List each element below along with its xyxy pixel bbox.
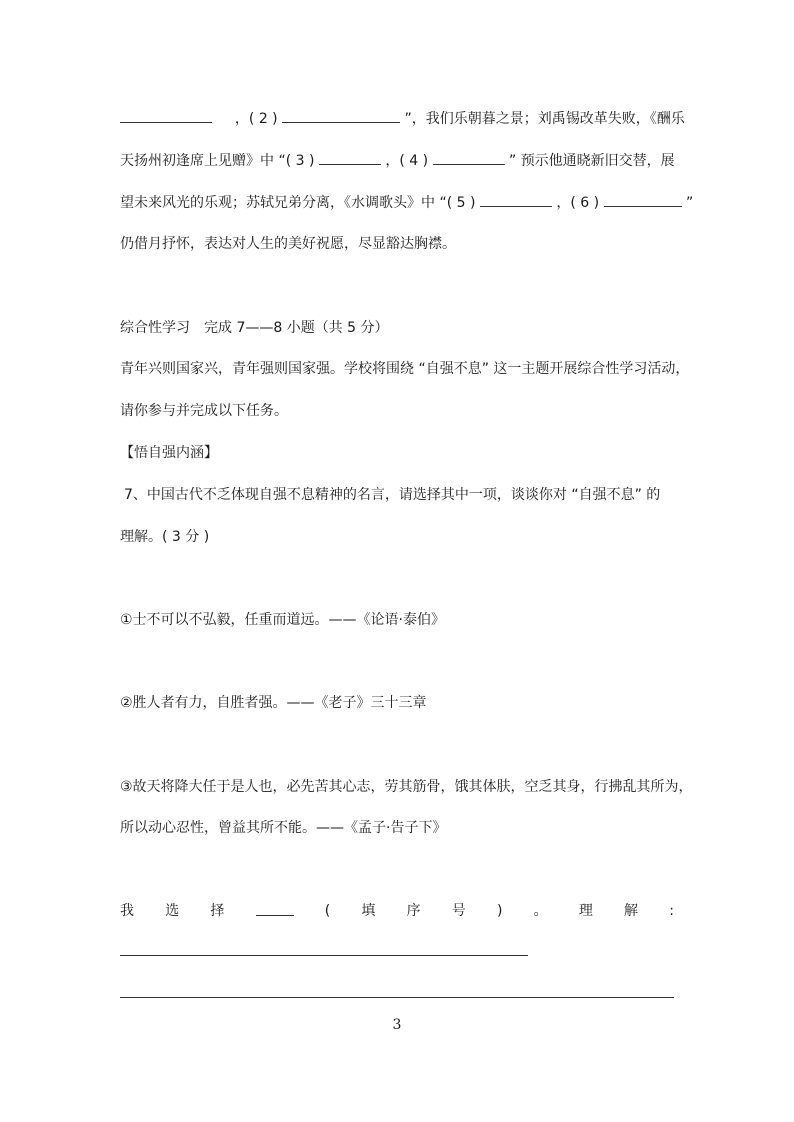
poem-fill-line-2 (120, 150, 680, 171)
blank-3-label: 天扬州初逢席上见赠》中 “( 3 ) (120, 153, 315, 169)
poem-fill-line-1 (120, 108, 685, 129)
answer-line-1[interactable] (120, 955, 528, 956)
poem-text-1: ”，我们乐朝暮之景；刘禹锡改革失败，《酬乐 (404, 111, 685, 127)
poem-text-2: ” 预示他通晓新旧交替，展 (508, 153, 675, 169)
blank-5[interactable] (480, 192, 552, 207)
quote-1: ①士不可以不弘毅，任重而道远。——《论语·泰伯》 (120, 612, 445, 628)
blank-2[interactable] (282, 108, 400, 123)
intro-line-1: 青年兴则国家兴，青年强则国家强。学校将围绕 “自强不息” 这一主题开展综合性学习活动， (120, 361, 690, 377)
blank-4[interactable] (433, 150, 505, 165)
question-7-line-1: 7、中国古代不乏体现自强不息精神的名言，请选择其中一项，谈谈你对 “自强不息” 的 (124, 487, 661, 503)
answer-line-2[interactable] (120, 997, 674, 998)
question-7-line-2: 理解。( 3 分 ) (120, 529, 210, 545)
intro-line-2: 请你参与并完成以下任务。 (120, 403, 288, 419)
task-heading: 【悟自强内涵】 (120, 445, 218, 461)
quote-2: ②胜人者有力，自胜者强。——《老子》三十三章 (120, 695, 427, 711)
poem-text-3: ” (685, 195, 694, 211)
poem-fill-line-3 (120, 192, 694, 213)
section-title: 综合性学习 完成 7——8 小题（共 5 分） (120, 320, 389, 336)
blank-1[interactable] (120, 108, 212, 123)
blank-3[interactable] (319, 150, 381, 165)
blank-5-label: 望未来风光的乐观；苏轼兄弟分离，《水调歌头》中 “( 5 ) (120, 195, 476, 211)
poem-fill-line-4: 仍借月抒怀，表达对人生的美好祝愿，尽显豁达胸襟。 (120, 236, 456, 252)
blank-2-label: ，( 2 ) (234, 111, 278, 127)
blank-6[interactable] (604, 192, 682, 207)
choice-blank[interactable] (256, 901, 294, 916)
blank-6-label: ，( 6 ) (556, 195, 600, 211)
quote-3-line-1: ③故天将降大任于是人也，必先苦其心志，劳其筋骨，饿其体肤，空乏其身，行拂乱其所为， (120, 779, 693, 795)
blank-4-label: ，( 4 ) (385, 153, 429, 169)
page-number: 3 (392, 1017, 402, 1033)
quote-3-line-2: 所以动心忍性，曾益其所不能。——《孟子·告子下》 (120, 820, 447, 836)
answer-prompt: 我 选 择 ( 填 序 号 ) 。 理 解 : (120, 903, 674, 919)
